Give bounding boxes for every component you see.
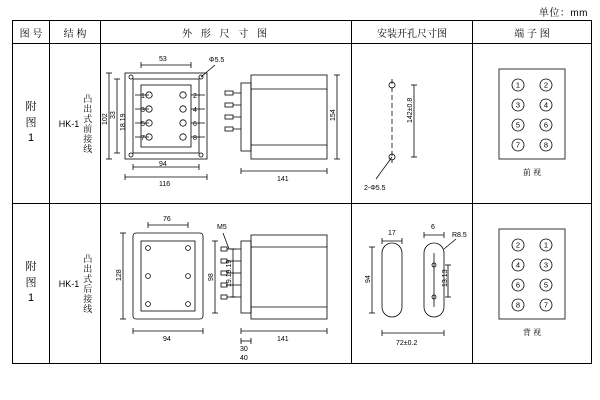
row2-dim-h2: 19.19.19	[226, 259, 233, 287]
row2-dim-h1: 98	[208, 272, 215, 281]
row2-term-right-7: 7	[543, 300, 549, 309]
row2-term-right-1: 1	[543, 240, 549, 249]
row2-dim-top: 76	[163, 215, 171, 223]
row2-no-line1: 附	[25, 260, 37, 273]
row1-dim-left-mid: 18.19	[120, 112, 127, 131]
row1-term-left-7: 7	[515, 140, 521, 149]
row2-outline-drawing	[101, 204, 352, 364]
row1-dim-left-inner: 33	[110, 110, 117, 119]
row2-term-left-6: 6	[515, 280, 521, 289]
row1-hole-drawing	[352, 44, 473, 204]
row1-term-right-4: 4	[543, 100, 549, 109]
row1-terminal-right-8: 8	[193, 134, 197, 142]
row1-term-left-1: 1	[515, 80, 521, 89]
row2-term-left-4: 4	[515, 260, 521, 269]
row2-hole-dim-small: 13.13	[442, 268, 449, 287]
row1-hole-svg	[352, 45, 472, 203]
row1-dim-hole-dia: Φ5.5	[209, 56, 225, 64]
spec-table	[12, 20, 592, 364]
row1-terminal-left-1: 1	[141, 92, 145, 100]
table-row	[13, 204, 592, 364]
row2-figure-no	[13, 204, 50, 364]
row1-dim-bottom-outer: 116	[159, 180, 171, 188]
row2-dim-b2: 40	[240, 354, 248, 362]
row1-terminal-svg	[473, 45, 591, 203]
row1-term-right-2: 2	[543, 80, 549, 89]
row2-terminal-diagram	[473, 204, 592, 364]
row1-model: HK-1	[58, 118, 80, 129]
row1-terminal-right-6: 6	[193, 120, 197, 128]
row2-hole-svg	[352, 205, 472, 363]
row1-terminal-left-7: 7	[141, 134, 145, 142]
row2-screw: M5	[217, 223, 227, 231]
row2-outline-svg	[101, 205, 351, 363]
row2-term-left-8: 8	[515, 300, 521, 309]
row2-hole-dim-v: 94	[365, 274, 372, 283]
row2-no-line2: 图	[25, 276, 37, 289]
row1-hole-dim-v: 142±0.8	[407, 97, 414, 123]
table-header	[13, 21, 592, 44]
header-col-no: 图 号	[13, 21, 50, 44]
row2-hole-dim-r: R8.5	[452, 231, 467, 239]
row1-struct-text: 凸出式前接线	[82, 93, 93, 154]
table-row	[13, 44, 592, 204]
row1-terminal-left-5: 5	[141, 120, 145, 128]
row1-terminal-diagram	[473, 44, 592, 204]
row2-hole-dim-a: 17	[388, 229, 396, 237]
row1-term-left-5: 5	[515, 120, 521, 129]
row2-hole-dim-w: 72±0.2	[396, 339, 418, 347]
row2-term-right-3: 3	[543, 260, 549, 269]
row2-terminal-svg	[473, 205, 591, 363]
row1-terminal-right-4: 4	[193, 106, 197, 114]
row2-no-line3: 1	[27, 292, 35, 305]
row2-dim-bottom: 94	[163, 335, 171, 343]
row2-dim-depth: 141	[277, 335, 289, 343]
row2-term-caption: 背 视	[522, 327, 542, 337]
row1-figure-no	[13, 44, 50, 204]
row1-term-right-6: 6	[543, 120, 549, 129]
header-col-hole: 安装开孔尺寸图	[352, 21, 473, 44]
row1-dim-left-outer: 102	[102, 112, 109, 125]
row2-dim-left: 128	[116, 268, 123, 281]
row2-hole-dim-b: 6	[431, 223, 435, 231]
row2-dim-b1: 30	[240, 345, 248, 353]
row1-dim-depth: 141	[277, 175, 289, 183]
row1-dim-side-height: 154	[330, 108, 337, 121]
row2-term-left-2: 2	[515, 240, 521, 249]
row2-structure	[50, 204, 101, 364]
table-body	[13, 44, 592, 364]
row1-structure	[50, 44, 101, 204]
row1-outline-svg	[101, 45, 351, 203]
row2-term-right-5: 5	[543, 280, 549, 289]
row1-no-line3: 1	[27, 132, 35, 145]
header-col-terminal: 端 子 图	[473, 21, 592, 44]
row1-term-left-3: 3	[515, 100, 521, 109]
table-header-row	[13, 21, 592, 44]
header-col-outline: 外 形 尺 寸 图	[101, 21, 352, 44]
unit-note: 单位：mm	[538, 8, 588, 19]
row2-model: HK-1	[58, 278, 80, 289]
row1-hole-note: 2-Φ5.5	[364, 184, 386, 192]
row2-struct-text: 凸出式后接线	[82, 253, 93, 314]
row1-no-line1: 附	[25, 100, 37, 113]
row1-term-right-8: 8	[543, 140, 549, 149]
row1-terminal-left-3: 3	[141, 106, 145, 114]
row1-terminal-right-2: 2	[193, 92, 197, 100]
row1-dim-bottom-inner: 94	[159, 160, 167, 168]
header-col-struct: 结 构	[50, 21, 101, 44]
row1-outline-drawing	[101, 44, 352, 204]
row1-no-line2: 图	[25, 116, 37, 129]
row2-hole-drawing	[352, 204, 473, 364]
row1-dim-top: 53	[159, 55, 167, 63]
row1-term-caption: 前 视	[522, 167, 542, 177]
